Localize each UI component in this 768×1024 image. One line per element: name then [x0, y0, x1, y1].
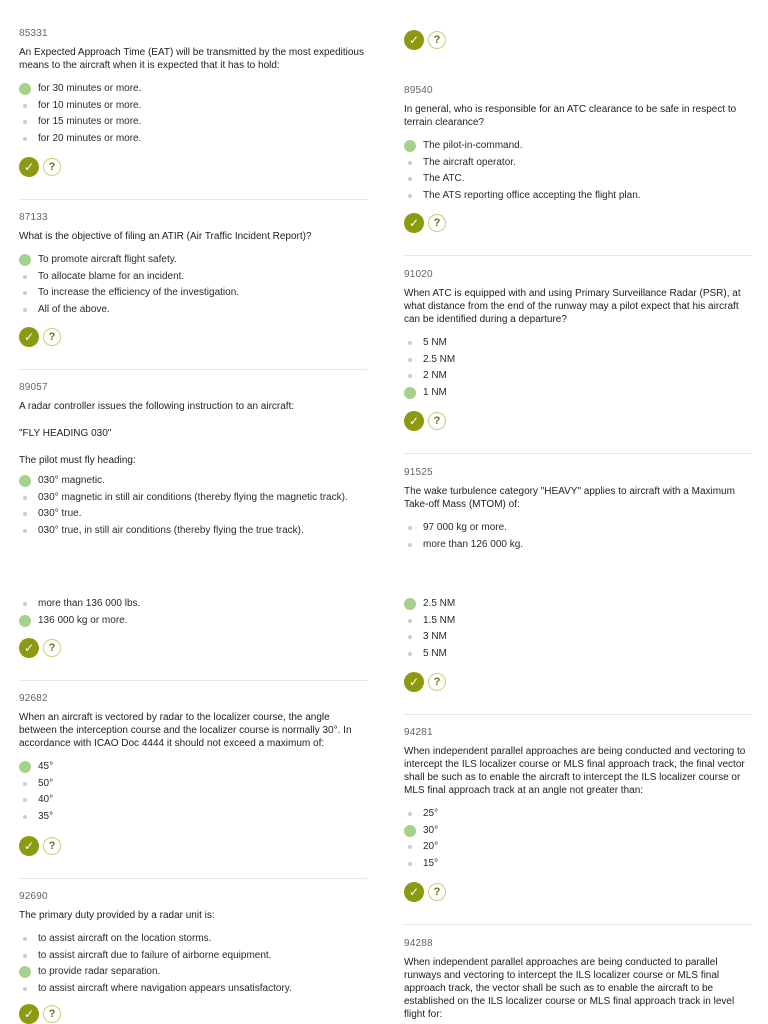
- answer-option[interactable]: 1.5 NM: [404, 613, 752, 630]
- question-actions: [404, 672, 464, 692]
- help-button[interactable]: ?: [43, 158, 61, 176]
- answer-option[interactable]: to assist aircraft due to failure of airborne equipment.: [19, 948, 367, 965]
- help-button[interactable]: ?: [428, 31, 446, 49]
- question-text: [19, 400, 367, 467]
- option-bullet: [408, 374, 412, 378]
- answer-option[interactable]: 5 NM: [404, 646, 752, 663]
- option-bullet: [23, 782, 27, 786]
- option-bullet: [23, 120, 27, 124]
- question-text: What is the objective of filing an ATIR (Air Traffic Incident Report)?: [19, 231, 312, 242]
- question-actions: [19, 638, 79, 658]
- answer-option[interactable]: 5 NM: [404, 335, 752, 352]
- answer-option[interactable]: 50°: [19, 776, 367, 793]
- question-id: 87133: [19, 212, 48, 223]
- option-bullet: [408, 161, 412, 165]
- question-id: 92690: [19, 891, 48, 902]
- answer-option-correct[interactable]: for 30 minutes or more.: [19, 81, 367, 98]
- answer-options: [19, 81, 367, 147]
- question-text: In general, who is responsible for an ATC clearance to be safe in respect to terrain clearance?: [404, 104, 737, 128]
- option-bullet: [408, 619, 412, 623]
- answer-options: [19, 931, 367, 997]
- option-bullet: [23, 602, 27, 606]
- answer-option[interactable]: more than 136 000 lbs.: [19, 596, 367, 613]
- question-text-line: A radar controller issues the following instruction to an aircraft:: [19, 401, 295, 412]
- divider: [404, 924, 752, 925]
- answer-options: [19, 759, 367, 825]
- answer-options: [19, 252, 367, 318]
- question-quote: "FLY HEADING 030": [19, 428, 112, 439]
- correct-answer-dot: [19, 83, 31, 95]
- correct-answer-dot: [404, 825, 416, 837]
- help-button[interactable]: ?: [428, 883, 446, 901]
- question-text: When ATC is equipped with and using Primary Surveillance Radar (PSR), at what distance from the end of the runway may a pilot expect that his aircraft can be identified during a departure?: [404, 288, 741, 325]
- correct-answer-dot: [404, 140, 416, 152]
- help-button[interactable]: ?: [43, 639, 61, 657]
- answer-option-correct[interactable]: 136 000 kg or more.: [19, 613, 367, 630]
- option-bullet: [23, 987, 27, 991]
- answer-option[interactable]: for 20 minutes or more.: [19, 131, 367, 148]
- option-bullet: [23, 937, 27, 941]
- question-actions: [19, 836, 79, 856]
- question-card: [19, 28, 367, 147]
- answer-options: [404, 138, 752, 204]
- answer-option[interactable]: To increase the efficiency of the investigation.: [19, 285, 367, 302]
- question-actions: [404, 213, 464, 233]
- divider: [19, 199, 367, 200]
- option-bullet: [23, 815, 27, 819]
- option-bullet: [408, 341, 412, 345]
- question-id: 89057: [19, 382, 48, 393]
- question-actions: [404, 411, 464, 431]
- option-bullet: [408, 845, 412, 849]
- option-bullet: [23, 291, 27, 295]
- correct-answer-dot: [19, 475, 31, 487]
- question-card: [404, 269, 752, 401]
- answer-options: [404, 806, 752, 872]
- answer-option[interactable]: The ATC.: [404, 171, 752, 188]
- check-answer-button[interactable]: ✓: [19, 638, 39, 658]
- divider: [19, 680, 367, 681]
- question-card: [19, 382, 367, 539]
- correct-answer-dot: [19, 761, 31, 773]
- help-button[interactable]: ?: [43, 1005, 61, 1023]
- answer-option[interactable]: 030° true.: [19, 506, 367, 523]
- question-actions: [19, 157, 79, 177]
- option-bullet: [408, 194, 412, 198]
- question-id: 94281: [404, 727, 433, 738]
- question-id: 94288: [404, 938, 433, 949]
- question-card-continued: [404, 596, 752, 662]
- answer-option[interactable]: to assist aircraft on the location storms.: [19, 931, 367, 948]
- correct-answer-dot: [404, 387, 416, 399]
- check-answer-button[interactable]: ✓: [19, 1004, 39, 1024]
- check-answer-button[interactable]: ✓: [19, 836, 39, 856]
- answer-option[interactable]: 15°: [404, 856, 752, 873]
- option-bullet: [408, 526, 412, 530]
- question-actions: [404, 30, 464, 50]
- check-answer-button[interactable]: ✓: [404, 672, 424, 692]
- divider: [19, 878, 367, 879]
- help-button[interactable]: ?: [43, 328, 61, 346]
- answer-option[interactable]: for 10 minutes or more.: [19, 98, 367, 115]
- check-answer-button[interactable]: ✓: [19, 157, 39, 177]
- option-bullet: [408, 358, 412, 362]
- question-actions: [19, 327, 79, 347]
- option-bullet: [23, 137, 27, 141]
- question-id: 89540: [404, 85, 433, 96]
- question-card: [19, 693, 367, 825]
- question-id: 91525: [404, 467, 433, 478]
- option-bullet: [408, 652, 412, 656]
- check-answer-button[interactable]: ✓: [404, 30, 424, 50]
- correct-answer-dot: [19, 966, 31, 978]
- question-card: [19, 212, 367, 318]
- question-card-continued: [19, 596, 367, 629]
- divider: [404, 255, 752, 256]
- question-card: [404, 85, 752, 204]
- answer-option[interactable]: 3 NM: [404, 629, 752, 646]
- answer-option[interactable]: 2.5 NM: [404, 352, 752, 369]
- answer-option[interactable]: All of the above.: [19, 302, 367, 319]
- help-button[interactable]: ?: [428, 412, 446, 430]
- answer-option-correct[interactable]: The pilot-in-command.: [404, 138, 752, 155]
- check-answer-button[interactable]: ✓: [404, 213, 424, 233]
- answer-option-correct[interactable]: 45°: [19, 759, 367, 776]
- correct-answer-dot: [19, 254, 31, 266]
- answer-options: [404, 596, 752, 662]
- answer-option-correct[interactable]: 2.5 NM: [404, 596, 752, 613]
- answer-option[interactable]: To allocate blame for an incident.: [19, 269, 367, 286]
- answer-option[interactable]: for 15 minutes or more.: [19, 114, 367, 131]
- option-bullet: [23, 275, 27, 279]
- help-button[interactable]: ?: [43, 837, 61, 855]
- question-id: 85331: [19, 28, 48, 39]
- option-bullet: [408, 862, 412, 866]
- question-text: The wake turbulence category "HEAVY" applies to aircraft with a Maximum Take-off Mass (MTOM) of:: [404, 486, 735, 510]
- divider: [404, 453, 752, 454]
- question-prompt: The pilot must fly heading:: [19, 455, 136, 466]
- option-bullet: [23, 104, 27, 108]
- answer-option-correct[interactable]: To promote aircraft flight safety.: [19, 252, 367, 269]
- answer-options: [19, 596, 367, 629]
- option-bullet: [408, 635, 412, 639]
- answer-option[interactable]: more than 126 000 kg.: [404, 537, 752, 554]
- answer-option[interactable]: 35°: [19, 809, 367, 826]
- option-bullet: [408, 812, 412, 816]
- question-id: 91020: [404, 269, 433, 280]
- answer-options: [404, 335, 752, 401]
- question-text: When independent parallel approaches are being conducted and vectoring to intercept the ILS localizer course or MLS final approach track, the final vector shall be such as to enable the aircraft to intercept the ILS localizer course or MLS final approach track at an angle not greater than:: [404, 746, 746, 796]
- check-answer-button[interactable]: ✓: [404, 882, 424, 902]
- option-bullet: [23, 529, 27, 533]
- question-card: [404, 727, 752, 872]
- question-text: An Expected Approach Time (EAT) will be transmitted by the most expeditious means to the aircraft when it is expected that it has to hold:: [19, 47, 364, 71]
- option-bullet: [23, 308, 27, 312]
- answer-option[interactable]: The ATS reporting office accepting the flight plan.: [404, 188, 752, 205]
- option-bullet: [23, 496, 27, 500]
- question-text: When an aircraft is vectored by radar to the localizer course, the angle between the interception course and the localizer course is normally 30°. In accordance with ICAO Doc 4444 it should not exceed a maximum of:: [19, 712, 352, 749]
- answer-option[interactable]: 2 NM: [404, 368, 752, 385]
- help-button[interactable]: ?: [428, 673, 446, 691]
- answer-option[interactable]: to assist aircraft where navigation appears unsatisfactory.: [19, 981, 367, 998]
- answer-option[interactable]: 030° true, in still air conditions (thereby flying the true track).: [19, 523, 367, 540]
- help-button[interactable]: ?: [428, 214, 446, 232]
- answer-option[interactable]: 40°: [19, 792, 367, 809]
- answer-option[interactable]: 030° magnetic in still air conditions (thereby flying the magnetic track).: [19, 490, 367, 507]
- question-card: [404, 467, 752, 553]
- answer-option[interactable]: 25°: [404, 806, 752, 823]
- answer-option-correct[interactable]: to provide radar separation.: [19, 964, 367, 981]
- question-actions: [404, 882, 464, 902]
- question-text: When independent parallel approaches are being conducted to parallel runways and vectoring to intercept the ILS localizer course or MLS final approach track, the vector shall be such as to enable the aircraft to be established on the ILS localizer course or MLS final approach track in level flight for:: [404, 957, 735, 1020]
- check-answer-button[interactable]: ✓: [19, 327, 39, 347]
- answer-options: [19, 473, 367, 539]
- answer-option-correct[interactable]: 30°: [404, 823, 752, 840]
- question-id: 92682: [19, 693, 48, 704]
- correct-answer-dot: [404, 598, 416, 610]
- check-answer-button[interactable]: ✓: [404, 411, 424, 431]
- divider: [19, 369, 367, 370]
- answer-options: [404, 520, 752, 553]
- correct-answer-dot: [19, 615, 31, 627]
- option-bullet: [23, 954, 27, 958]
- question-card: [404, 938, 752, 1021]
- answer-option[interactable]: 97 000 kg or more.: [404, 520, 752, 537]
- answer-option[interactable]: 20°: [404, 839, 752, 856]
- question-actions: [19, 1004, 79, 1024]
- question-card: [19, 891, 367, 997]
- option-bullet: [23, 512, 27, 516]
- question-text: The primary duty provided by a radar unit is:: [19, 910, 215, 921]
- answer-option-correct[interactable]: 030° magnetic.: [19, 473, 367, 490]
- option-bullet: [408, 543, 412, 547]
- option-bullet: [23, 798, 27, 802]
- answer-option-correct[interactable]: 1 NM: [404, 385, 752, 402]
- divider: [404, 714, 752, 715]
- answer-option[interactable]: The aircraft operator.: [404, 155, 752, 172]
- option-bullet: [408, 177, 412, 181]
